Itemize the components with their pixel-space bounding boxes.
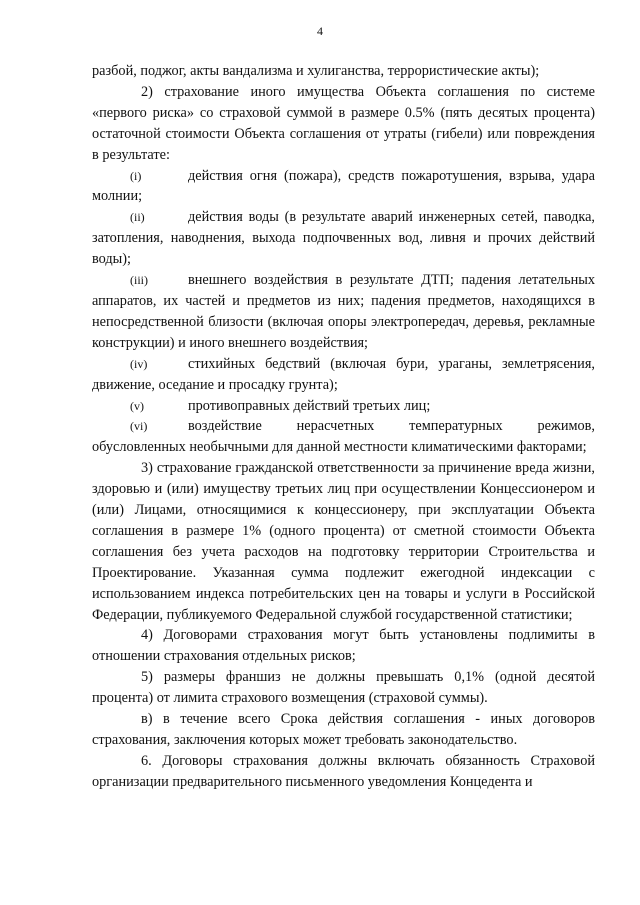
list-item-vi <box>92 416 595 458</box>
paragraph-3: 3) страхование гражданской ответственности за причинение вреда жизни, здоровью и (или) имуществу третьих лиц при осуществлении Концессионером и (или) Лицами, относящимися к концессионеру, при эксплуатации Объекта соглашения в размере 1% (одного процента) от сметной стоимости Объекта соглашения без учета расходов на подготовку территории Строительства и Проектирование. Указанная сумма подлежит ежегодной индексации с использованием индекса потребительских цен на товары и услуги в Российской Федерации, публикуемого Федеральной службой государственной статистики; <box>92 460 595 623</box>
list-item-text: действия воды (в результате аварий инженерных сетей, паводка, затопления, наводнения, выхода подпочвенных вод, ливня и прочих действий воды); <box>92 209 595 268</box>
document-body <box>92 61 595 793</box>
list-marker: (v) <box>130 398 144 413</box>
list-marker: (vi) <box>130 419 148 434</box>
paragraph-2: 2) страхование иного имущества Объекта соглашения по системе «первого риска» со страховой суммой в размере 0.5% (пять десятых процента) остаточной стоимости Объекта соглашения от утраты (гибели) или повреждения в результате: <box>92 83 595 163</box>
list-marker: (iii) <box>130 273 148 288</box>
paragraph-4: 4) Договорами страхования могут быть установлены подлимиты в отношении страхования отдельных рисков; <box>92 627 595 665</box>
list-item-ii <box>92 207 595 270</box>
list-marker: (ii) <box>130 210 145 225</box>
list-item-text: воздействие нерасчетных температурных режимов, обусловленных необычными для данной местности климатическими факторами; <box>92 418 595 456</box>
list-item-text: противоправных действий третьих лиц; <box>188 397 431 414</box>
list-item-v <box>92 396 595 417</box>
list-marker: (i) <box>130 168 142 183</box>
list-item-text: стихийных бедствий (включая бури, ураганы, землетрясения, движение, оседание и просадку грунта); <box>92 355 595 393</box>
paragraph-v: в) в течение всего Срока действия соглашения - иных договоров страхования, заключения которых может требовать законодательство. <box>92 711 595 748</box>
paragraph-6: 6. Договоры страхования должны включать обязанность Страховой организации предварительного письменного уведомления Концедента и <box>92 752 595 790</box>
list-item-text: действия огня (пожара), средств пожаротушения, взрыва, удара молнии; <box>92 167 595 205</box>
list-item-text: внешнего воздействия в результате ДТП; падения летательных аппаратов, их частей и предметов из них; падения предметов, находящихся в непосредственной близости (включая опоры электропередач, деревья, рекламные конструкции) и иного внешнего воздействия; <box>92 272 595 351</box>
page-number: 4 <box>317 24 323 38</box>
paragraph-1: разбой, поджог, акты вандализма и хулиганства, террористические акты); <box>92 63 540 79</box>
list-marker: (iv) <box>130 356 148 371</box>
paragraph-5: 5) размеры франшиз не должны превышать 0,1% (одной десятой процента) от лимита страхового возмещения (страховой суммы). <box>92 669 595 707</box>
list-item-iv <box>92 354 595 396</box>
list-item-i <box>92 166 595 208</box>
list-item-iii <box>92 270 595 354</box>
